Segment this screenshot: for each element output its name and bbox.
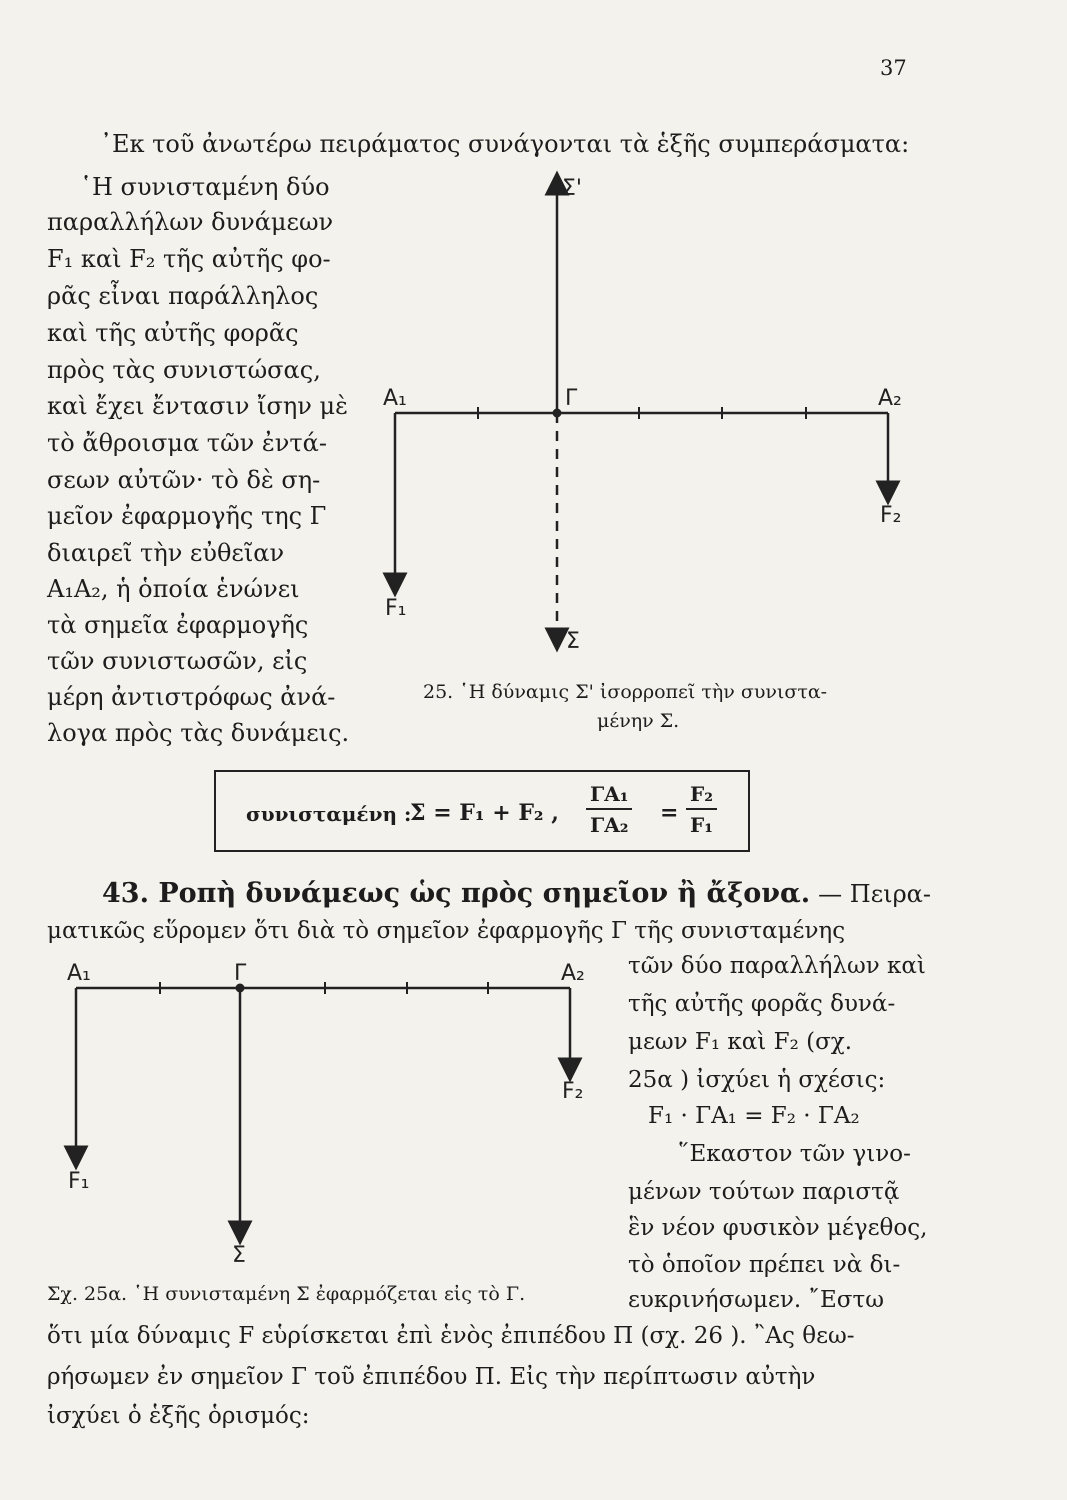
text-line: λογα πρὸς τὰς δυνάμεις. — [47, 719, 350, 747]
formula-equals: = — [660, 800, 679, 826]
final-line: ὅτι μία δύναμις F εὑρίσκεται ἐπὶ ἑνὸς ἐπιπέδου Π (σχ. 26 ). ῍Ας θεω- — [47, 1323, 855, 1349]
text-line: τῆς αὐτῆς φορᾶς δυνά- — [628, 991, 896, 1017]
label-f1: F₁ — [385, 596, 407, 621]
label-a2: A₂ — [878, 386, 902, 411]
equation-line: F₁ · ΓA₁ = F₂ · ΓA₂ — [648, 1103, 860, 1129]
text-line: ῾Η συνισταμένη δύο — [80, 173, 330, 201]
label-sigma: Σ — [232, 1243, 246, 1268]
section-line-2: ματικῶς εὕρομεν ὅτι διὰ τὸ σημεῖον ἐφαρμογῆς Γ τῆς συνισταμένης — [47, 918, 846, 944]
fraction-gamma-a — [586, 782, 632, 837]
label-f2: F₂ — [562, 1079, 584, 1104]
label-gamma: Γ — [565, 386, 578, 411]
text-line: μεῖον ἐφαρμογῆς της Γ — [47, 502, 327, 530]
text-line: τὸ ἄθροισμα τῶν ἐντά- — [47, 429, 327, 457]
text-line: καὶ ἔχει ἔντασιν ἴσην μὲ — [47, 392, 348, 420]
figure-25a-caption: Σχ. 25α. ῾Η συνισταμένη Σ ἐφαρμόζεται εἰς τὸ Γ. — [47, 1283, 526, 1305]
fraction-numerator: F₂ — [686, 782, 717, 810]
label-f1: F₁ — [68, 1169, 90, 1194]
figure-25-caption-line1: 25. ῾Η δύναμις Σ' ἰσορροπεῖ τὴν συνιστα- — [423, 681, 828, 703]
text-line: A₁A₂, ἡ ὁποία ἑνώνει — [47, 575, 300, 603]
text-line: μένων τούτων παριστᾷ — [628, 1179, 900, 1205]
label-f2: F₂ — [880, 503, 902, 528]
text-line: F₁ καὶ F₂ τῆς αὐτῆς φο- — [47, 245, 331, 273]
text-line: τῶν συνιστωσῶν, εἰς — [47, 647, 308, 675]
label-gamma: Γ — [234, 961, 247, 986]
text-line: ρᾶς εἶναι παράλληλος — [47, 282, 319, 310]
formula-sum: Σ = F₁ + F₂ , — [410, 800, 559, 826]
text-line: μέρη ἀντιστρόφως ἀνά- — [47, 683, 336, 711]
section-heading — [102, 880, 931, 907]
section-title: 43. Ροπὴ δυνάμεως ὡς πρὸς σημεῖον ἢ ἄξονα. — [102, 878, 811, 909]
text-line: διαιρεῖ τὴν εὐθεῖαν — [47, 539, 285, 567]
final-line: ἰσχύει ὁ ἑξῆς ὁρισμός: — [47, 1403, 310, 1429]
text-line: παραλλήλων δυνάμεων — [47, 208, 334, 236]
text-line: τὸ ὁποῖον πρέπει νὰ δι- — [628, 1252, 901, 1278]
intro-line: ᾿Εκ τοῦ ἀνωτέρω πειράματος συνάγονται τὰ ἑξῆς συμπεράσματα: — [100, 130, 910, 158]
page-number: 37 — [880, 56, 907, 80]
fraction-denominator: ΓA₂ — [590, 813, 629, 837]
text-line: ῞Εκαστον τῶν γινο- — [678, 1141, 911, 1167]
label-a1: A₁ — [67, 961, 91, 986]
text-line: σεων αὐτῶν· τὸ δὲ ση- — [47, 466, 321, 494]
label-a1: A₁ — [383, 386, 407, 411]
point-gamma — [553, 409, 561, 417]
text-line: τῶν δύο παραλλήλων καὶ — [628, 953, 926, 979]
figure-25a — [76, 982, 570, 1233]
formula-label: συνισταμένη : — [246, 802, 412, 826]
label-a2: A₂ — [561, 961, 585, 986]
fraction-forces — [686, 782, 717, 837]
text-line: 25α ) ἰσχύει ἡ σχέσις: — [628, 1067, 886, 1093]
label-sigma-prime: Σ' — [562, 176, 582, 201]
label-sigma: Σ — [566, 629, 580, 654]
fraction-denominator: F₁ — [690, 813, 713, 837]
text-line: ἓν νέον φυσικὸν μέγεθος, — [628, 1215, 928, 1241]
text-line: τὰ σημεῖα ἐφαρμογῆς — [47, 611, 309, 639]
text-line: πρὸς τὰς συνιστώσας, — [47, 356, 321, 384]
figure-25a-labels — [67, 961, 585, 1268]
text-line: καὶ τῆς αὐτῆς φορᾶς — [47, 319, 299, 347]
final-line: ρήσωμεν ἐν σημεῖον Γ τοῦ ἐπιπέδου Π. Εἰς τὴν περίπτωσιν αὐτὴν — [47, 1364, 816, 1390]
text-line: ευκρινήσωμεν. ῎Εστω — [628, 1287, 884, 1313]
fraction-numerator: ΓA₁ — [586, 782, 632, 810]
section-title-continuation: — Πειρα- — [818, 880, 931, 908]
text-line: μεων F₁ καὶ F₂ (σχ. — [628, 1029, 853, 1055]
figure-25 — [395, 183, 888, 640]
resultant-formula-box — [214, 770, 750, 852]
figure-25-labels — [383, 176, 902, 654]
figure-25-caption-line2: μένην Σ. — [597, 710, 680, 732]
